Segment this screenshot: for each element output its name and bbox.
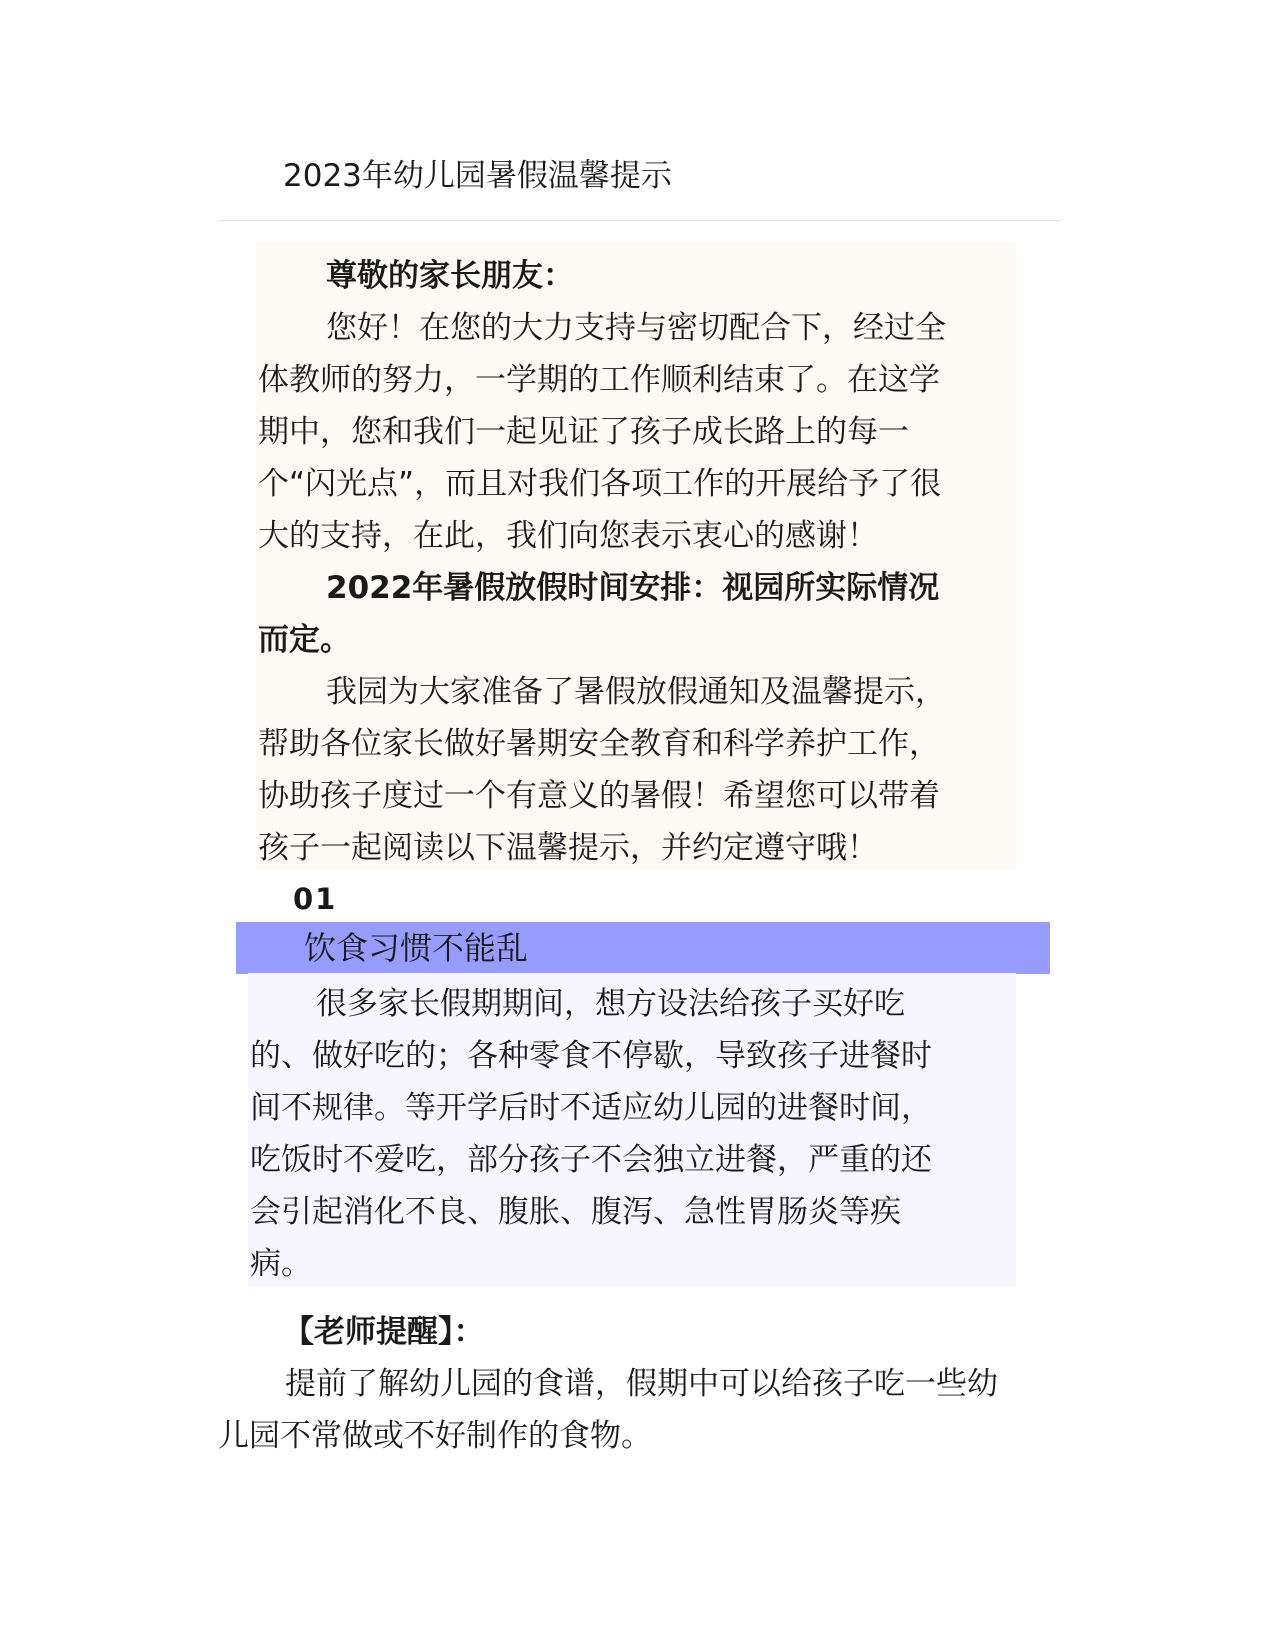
paragraph-line: 帮助各位家长做好暑期安全教育和科学养护工作， — [258, 726, 940, 762]
paragraph-line: 我园为大家准备了暑假放假通知及温馨提示， — [326, 674, 946, 710]
section-line: 的、做好吃的；各种零食不停歇，导致孩子进餐时 — [250, 1038, 932, 1074]
paragraph-line: 协助孩子度过一个有意义的暑假！希望您可以带着 — [258, 778, 940, 814]
reminder-line: 儿园不常做或不好制作的食物。 — [218, 1418, 652, 1454]
page-title: 2023年幼儿园暑假温馨提示 — [283, 158, 672, 194]
section-line: 病。 — [250, 1246, 312, 1282]
schedule-line: 2022年暑假放假时间安排：视园所实际情况 — [326, 570, 940, 606]
paragraph-line: 期中，您和我们一起见证了孩子成长路上的每一 — [258, 414, 909, 450]
section-line: 会引起消化不良、腹胀、腹泻、急性胃肠炎等疾 — [250, 1194, 901, 1230]
section-heading-bar — [236, 922, 1050, 974]
paragraph-line: 个“闪光点”，而且对我们各项工作的开展给予了很 — [258, 466, 942, 502]
reminder-line: 提前了解幼儿园的食谱，假期中可以给孩子吃一些幼 — [285, 1366, 998, 1402]
section-number: 01 — [293, 882, 338, 916]
section-line: 间不规律。等开学后时不适应幼儿园的进餐时间， — [250, 1090, 932, 1126]
paragraph-line: 体教师的努力，一学期的工作顺利结束了。在这学 — [258, 362, 940, 398]
section-line: 吃饭时不爱吃，部分孩子不会独立进餐，严重的还 — [250, 1142, 932, 1178]
paragraph-line: 您好！在您的大力支持与密切配合下，经过全 — [326, 310, 946, 346]
greeting: 尊敬的家长朋友： — [326, 258, 574, 294]
schedule-line: 而定。 — [258, 622, 351, 658]
teacher-reminder-label: 【老师提醒】： — [283, 1314, 485, 1350]
title-divider — [218, 220, 1060, 221]
section-line: 很多家长假期期间，想方设法给孩子买好吃 — [316, 986, 905, 1022]
paragraph-line: 大的支持，在此，我们向您表示衷心的感谢！ — [258, 518, 878, 554]
section-heading: 饮食习惯不能乱 — [304, 929, 529, 967]
paragraph-line: 孩子一起阅读以下温馨提示，并约定遵守哦！ — [258, 830, 878, 866]
